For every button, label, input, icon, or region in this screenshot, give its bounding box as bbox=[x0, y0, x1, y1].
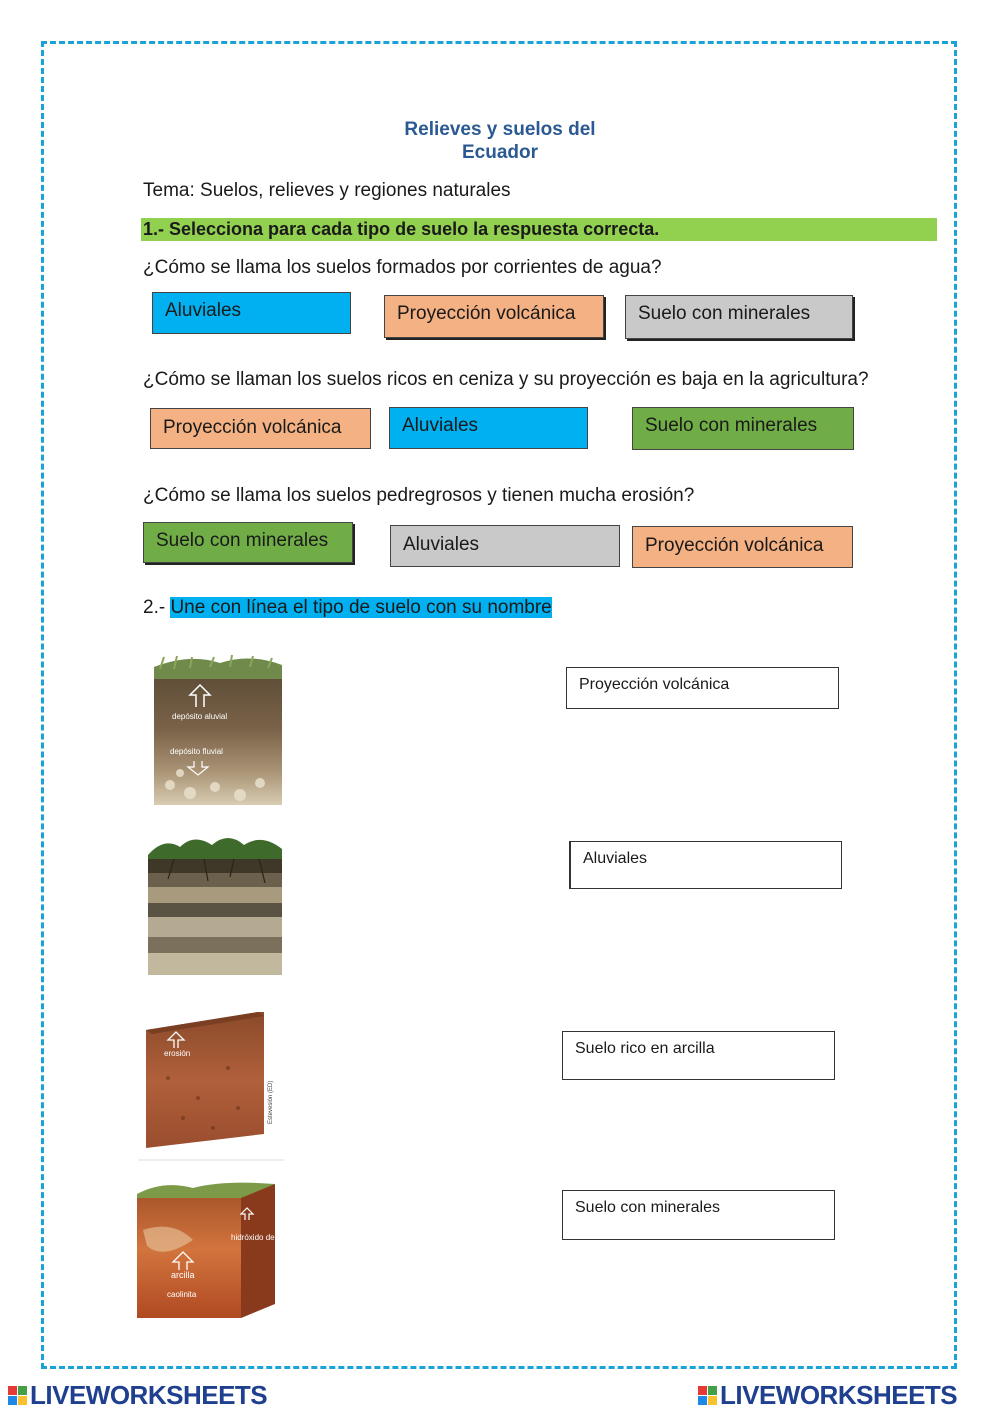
tema-text: Tema: Suelos, relieves y regiones naturales bbox=[143, 180, 511, 201]
page-title bbox=[300, 118, 700, 164]
name-box-aluviales[interactable]: Aluviales bbox=[569, 841, 842, 889]
soil4-label-arcilla: arcilla bbox=[171, 1270, 195, 1280]
section1-header: 1.- Selecciona para cada tipo de suelo la respuesta correcta. bbox=[141, 218, 937, 241]
section2-instruction-text: Une con línea el tipo de suelo con su nombre bbox=[170, 597, 552, 618]
q3-option-aluviales[interactable]: Aluviales bbox=[390, 525, 620, 567]
section2-instruction bbox=[143, 597, 552, 619]
section2-prefix: 2.- bbox=[143, 597, 171, 618]
soil1-label-fluvial: depósito fluvial bbox=[170, 747, 223, 756]
q2-option-suelo-con-minerales[interactable]: Suelo con minerales bbox=[632, 407, 854, 450]
name-box-suelo-con-minerales[interactable]: Suelo con minerales bbox=[562, 1190, 835, 1240]
q1-option-proyeccion-volcanica[interactable]: Proyección volcánica bbox=[384, 295, 604, 338]
q3-option-proyeccion-volcanica[interactable]: Proyección volcánica bbox=[632, 526, 853, 568]
liveworksheets-icon bbox=[8, 1386, 27, 1405]
q2-option-proyeccion-volcanica[interactable]: Proyección volcánica bbox=[150, 408, 371, 449]
liveworksheets-logo-right bbox=[698, 1380, 957, 1411]
name-box-suelo-rico-arcilla[interactable]: Suelo rico en arcilla bbox=[562, 1031, 835, 1080]
soil-image-alluvial[interactable] bbox=[150, 655, 285, 807]
soil3-label-erosion: erosión bbox=[164, 1049, 191, 1058]
q1-option-aluviales[interactable]: Aluviales bbox=[152, 292, 351, 334]
soil4-label-caolinita: caolinita bbox=[167, 1290, 197, 1299]
q3-option-suelo-con-minerales[interactable]: Suelo con minerales bbox=[143, 522, 353, 563]
question-1: ¿Cómo se llama los suelos formados por corrientes de agua? bbox=[143, 257, 662, 278]
name-box-proyeccion-volcanica[interactable]: Proyección volcánica bbox=[566, 667, 839, 709]
liveworksheets-logo-left bbox=[8, 1380, 267, 1411]
soil4-label-hierro: hidróxido de hierro bbox=[231, 1233, 298, 1242]
soil-image-clay[interactable] bbox=[133, 1180, 298, 1322]
soil3-credit: Estevesión (ED) bbox=[268, 1080, 274, 1124]
soil-image-layered[interactable] bbox=[144, 833, 284, 977]
q2-option-aluviales[interactable]: Aluviales bbox=[389, 407, 588, 449]
question-3: ¿Cómo se llama los suelos pedregrosos y tienen mucha erosión? bbox=[143, 485, 695, 506]
soil-image-eroded[interactable] bbox=[138, 1008, 284, 1164]
brand-text-right: LIVEWORKSHEETS bbox=[720, 1380, 958, 1410]
soil1-label-aluvial: depósito aluvial bbox=[172, 712, 228, 721]
question-2: ¿Cómo se llaman los suelos ricos en ceniza y su proyección es baja en la agricultura? bbox=[143, 369, 869, 390]
q1-option-suelo-con-minerales[interactable]: Suelo con minerales bbox=[625, 295, 853, 339]
liveworksheets-icon bbox=[698, 1386, 717, 1405]
brand-text-left: LIVEWORKSHEETS bbox=[30, 1380, 268, 1410]
title-line-1: Relieves y suelos del bbox=[404, 119, 596, 140]
title-line-2: Ecuador bbox=[461, 142, 539, 163]
